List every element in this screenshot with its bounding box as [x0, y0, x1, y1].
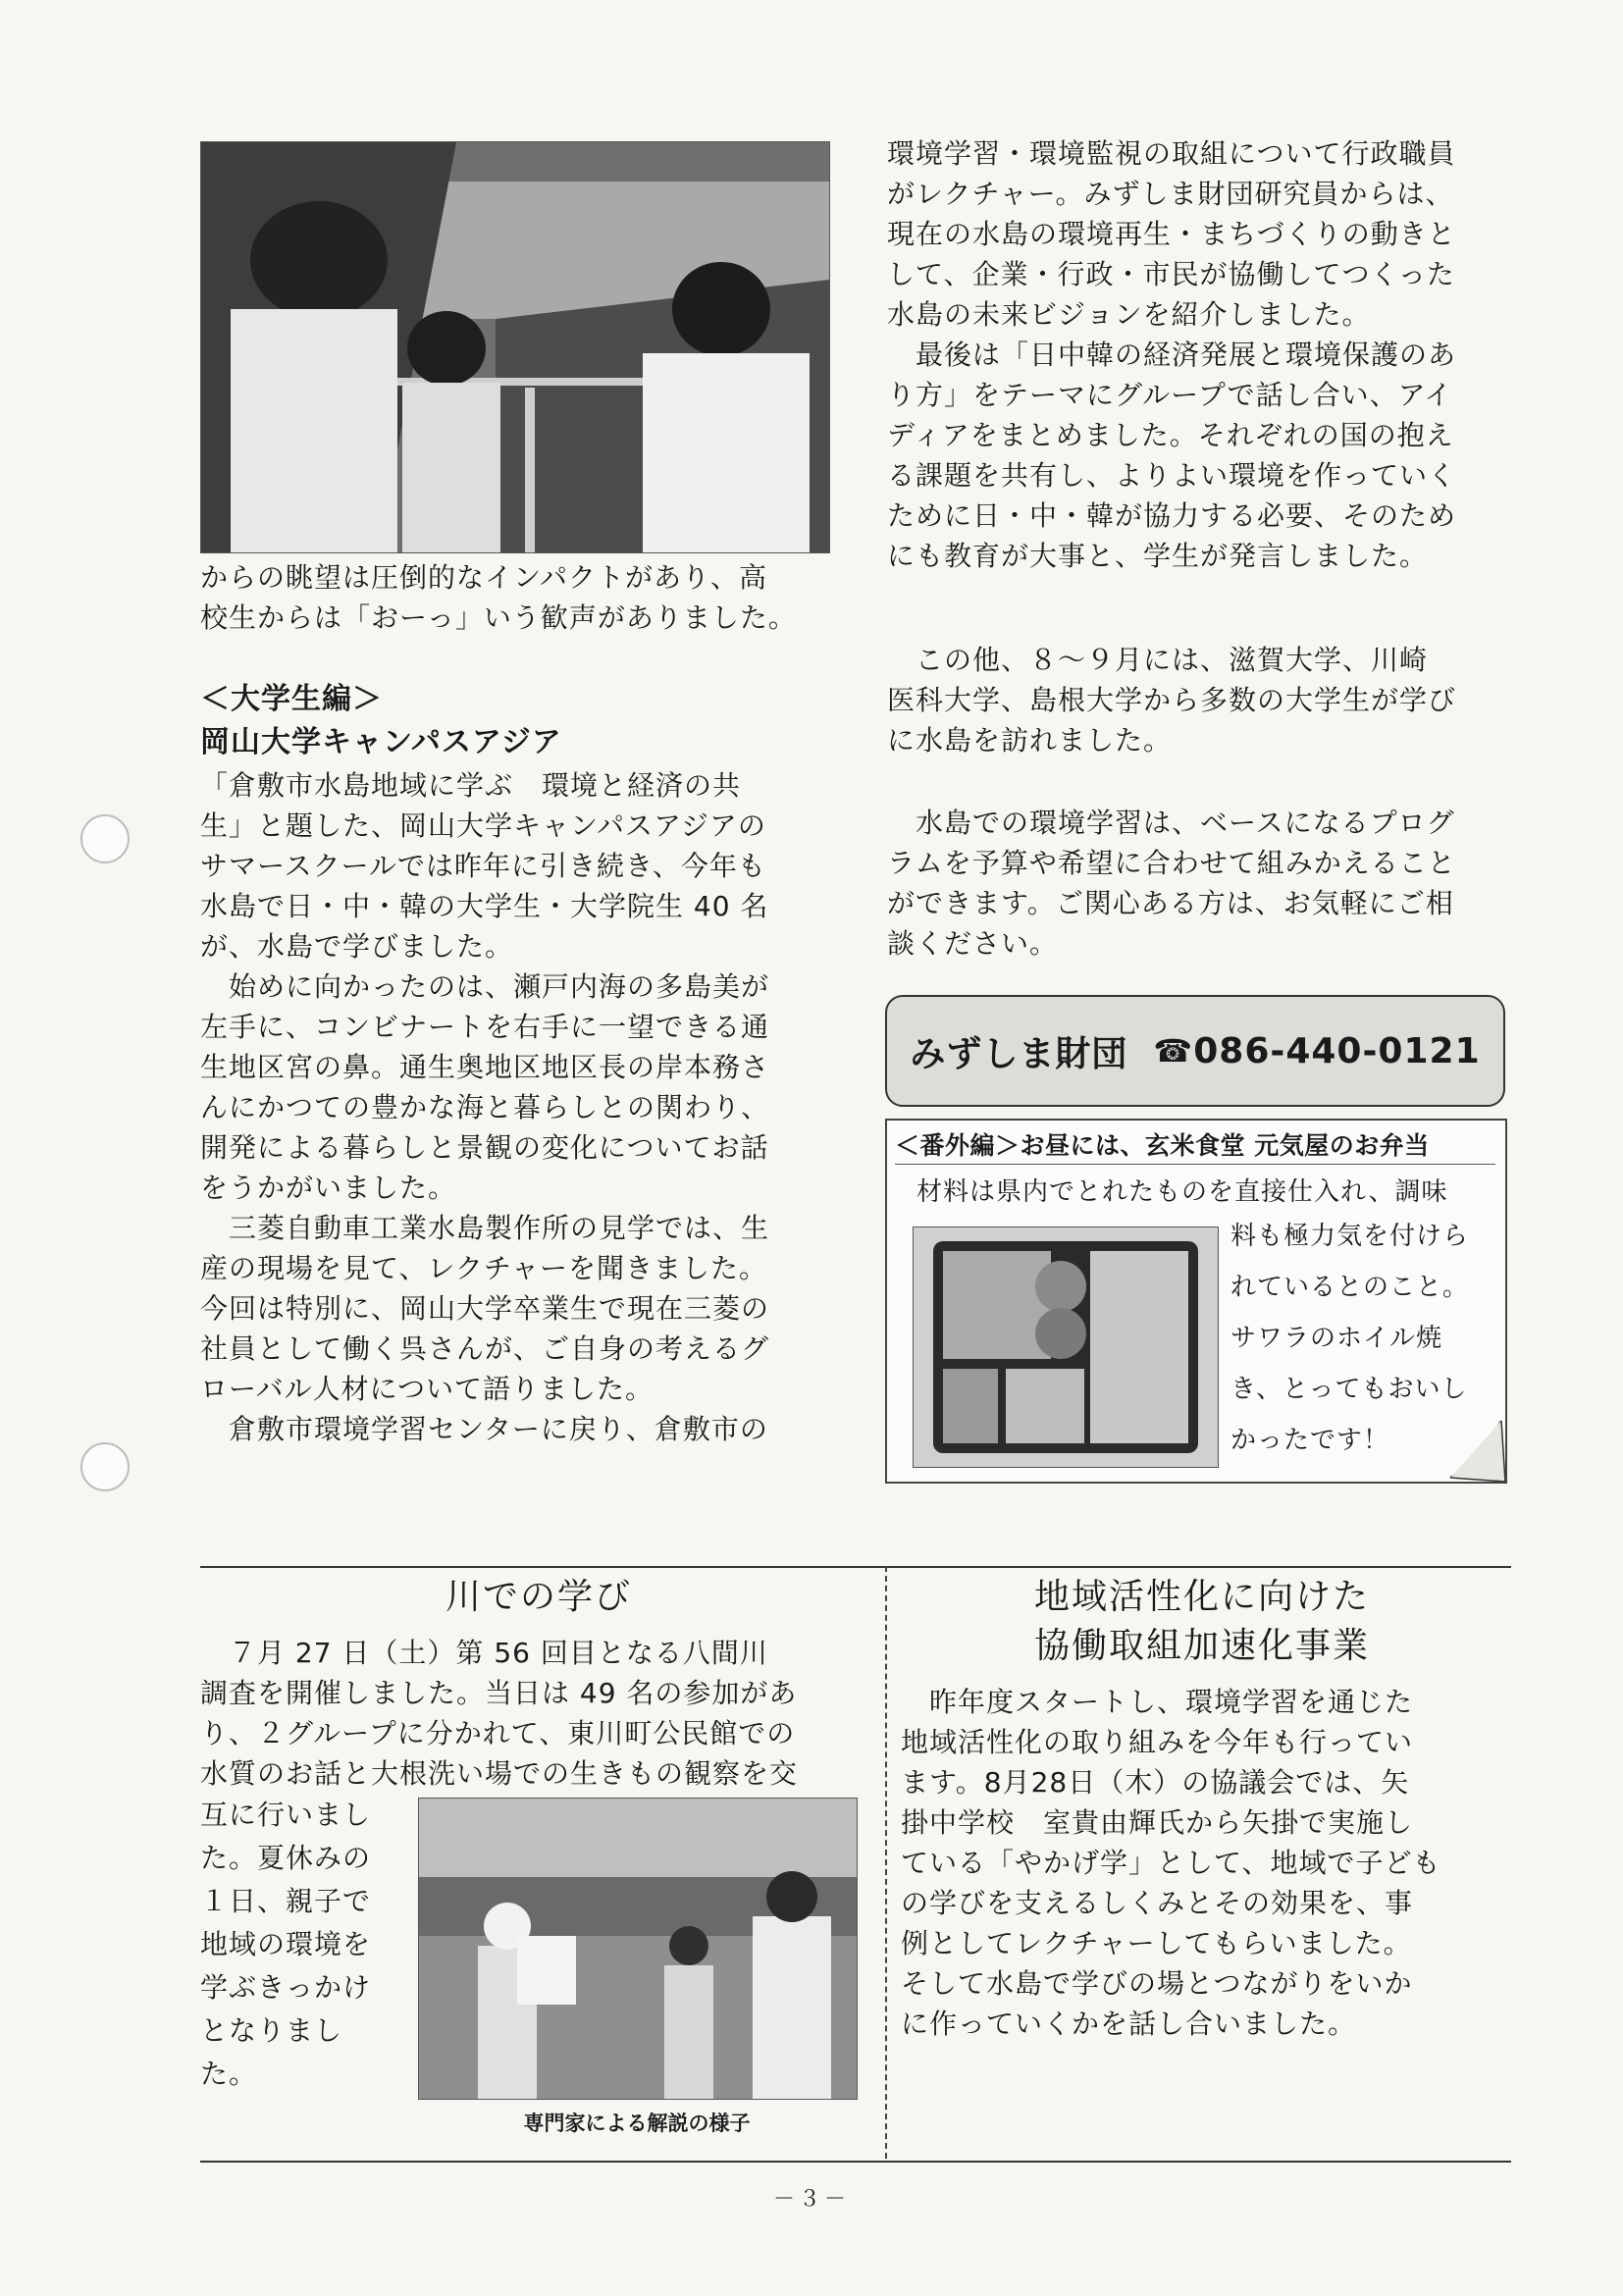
river-photo-caption: 専門家による解説の様子: [523, 2112, 751, 2135]
lunch-text-line1: 材料は県内でとれたものを直接仕入れ、調味: [916, 1177, 1448, 1207]
right-column-para-2: この他、８～９月には、滋賀大学、川崎 医科大学、島根大学から多数の大学生が学び に水島を訪れました。: [887, 644, 1457, 757]
river-learning-title: 川での学び: [445, 1577, 632, 1617]
contact-box: [885, 995, 1505, 1107]
right-column-para-1: 環境学習・環境監視の取組について行政職員 がレクチャー。みずしま財団研究員からは、 現在の水島の環境再生・まちづくりの動きと して、企業・行政・市民が協働してつくった 水島の未来ビジョンを紹介しました。 最後は「日中韓の経済発展と環境保護のあ り方」をテーマにグループで話し合い、アイ ディアをまとめました。それぞれの国の抱え る課題を共有し、よりよい環境を作っていく ために日・中・韓が協力する必要、そのため にも教育が大事と、学生が発言しました。: [887, 137, 1457, 572]
regional-project-title-line2: 協働取組加速化事業: [1033, 1626, 1370, 1666]
phone-icon: ☎: [1153, 1032, 1194, 1070]
right-column-para-3: 水島での環境学習は、ベースになるプログ ラムを予算や希望に合わせて組みかえること ができます。ご関心ある方は、お気軽にご相 談ください。: [887, 807, 1456, 960]
river-study-photo: [418, 1798, 858, 2100]
river-learning-body-side: 互に行いまし た。夏休みの １日、親子で 地域の環境を 学ぶきっかけ となりまし た。: [200, 1799, 372, 2090]
contact-org: みずしま財団: [910, 1033, 1128, 1074]
photo-caption-text: からの眺望は圧倒的なインパクトがあり、高 校生からは「おーっ」いう歓声がありました。: [200, 561, 797, 634]
bento-photo: [913, 1226, 1219, 1468]
binder-hole-bottom: [80, 1442, 130, 1491]
regional-project-body: 昨年度スタートし、環境学習を通じた 地域活性化の取り組みを今年も行ってい ます。8月28日（木）の協議会では、矢 掛中学校 室貴由輝氏から矢掛で実施し ている「やかげ学」として、地域で子ども の学びを支えるしくみとその効果を、事 例としてレクチャーしてもらいました。 そして水島で学びの場とつながりをいか に作っていくかを話し合いました。: [901, 1686, 1441, 2040]
lunch-title: ＜番外編＞お昼には、玄米食堂 元気屋のお弁当: [895, 1131, 1430, 1160]
bottom-divider: [885, 1566, 887, 2159]
page-curl-icon: [1446, 1413, 1505, 1482]
students-viewing-photo: [200, 141, 830, 553]
lunch-side-text: 料も極力気を付けら れているとのこと。 サワラのホイル焼 き、とってもおいし かったです！: [1230, 1222, 1470, 1455]
regional-project-title-line1: 地域活性化に向けた: [1033, 1577, 1370, 1617]
river-learning-body: ７月 27 日（土）第 56 回目となる八間川 調査を開催しました。当日は 49 名の参加があ り、２グループに分かれて、東川町公民館での 水質のお話と大根洗い場での生きもの観察を交: [200, 1637, 799, 1790]
lunch-box: [885, 1119, 1507, 1484]
binder-hole-top: [80, 814, 130, 863]
page-number: －３－: [772, 2187, 850, 2212]
contact-phone: 086-440-0121: [1193, 1030, 1481, 1071]
left-column-body: 「倉敷市水島地域に学ぶ 環境と経済の共 生」と題した、岡山大学キャンパスアジアの サマースクールでは昨年に引き続き、今年も 水島で日・中・韓の大学生・大学院生 40 名 が、水島で学びました。 始めに向かったのは、瀬戸内海の多島美が 左手に、コンビナートを右手に一望できる通 生地区宮の鼻。通生奥地区地区長の岸本務さ んにかつての豊かな海と暮らしとの関わり、 開発による暮らしと景観の変化についてお話 をうかがいました。 三菱自動車工業水島製作所の見学では、生 産の現場を見て、レクチャーを聞きました。 今回は特別に、岡山大学卒業生で現在三菱の 社員として働く呉さんが、ご自身の考えるグ ローバル人材について語りました。 倉敷市環境学習センターに戻り、倉敷市の: [200, 769, 770, 1445]
section-label-university: ＜大学生編＞: [200, 682, 383, 716]
section-subtitle-campus-asia: 岡山大学キャンパスアジア: [200, 725, 562, 759]
